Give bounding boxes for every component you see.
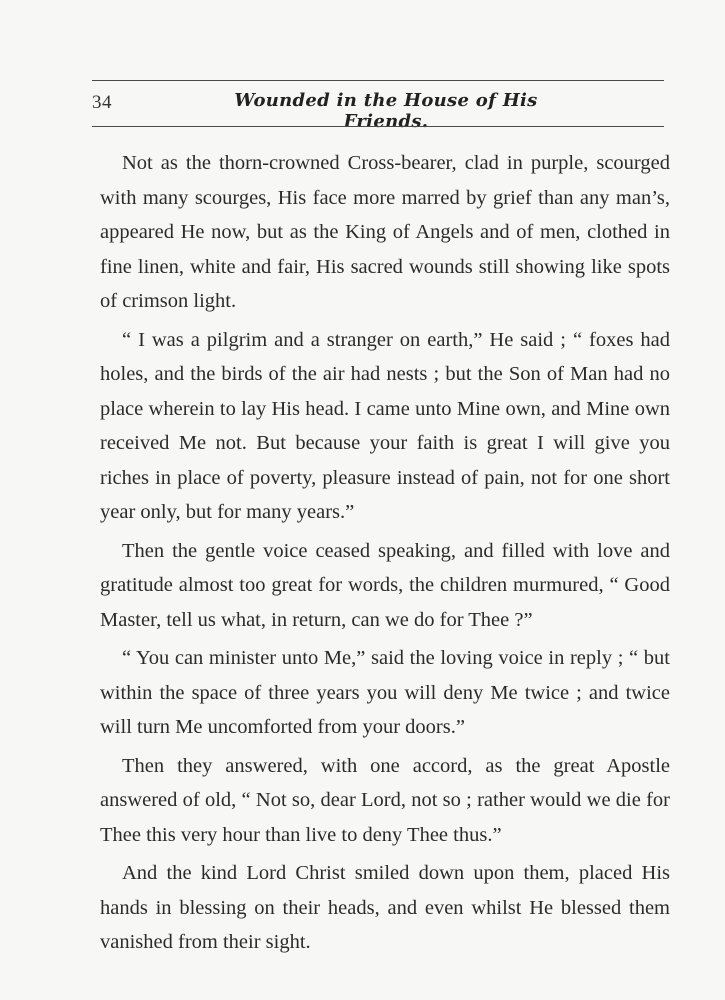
- paragraph-5: Then they answered, with one accord, as the great Apostle answered of old, “ Not so, dear Lord, not so ; rather would we die for Thee this very hour than live to deny Thee thus.”: [100, 754, 670, 846]
- paragraph-4: “ You can minister unto Me,” said the loving voice in reply ; “ but within the space of three years you will deny Me twice ; and twice will turn Me uncomforted from your doors.”: [100, 647, 670, 738]
- header-rule-top: [92, 80, 664, 81]
- page-number: 34: [92, 92, 112, 113]
- paragraph-3: Then the gentle voice ceased speaking, and filled with love and gratitude almost too great for words, the children murmured, “ Good Master, tell us what, in return, can we do for Thee ?”: [100, 539, 670, 631]
- paragraph-1: Not as the thorn-crowned Cross-bearer, clad in purple, scourged with many scourges, His face more marred by grief than any man’s, appeared He now, but as the King of Angels and of men, clothed in fine linen, white and fair, His sacred wounds still showing like spots of crimson light.: [100, 152, 670, 312]
- running-title: Wounded in the House of His Friends.: [234, 90, 538, 132]
- header-rule-bottom: [92, 126, 664, 127]
- paragraph-6: And the kind Lord Christ smiled down upon them, placed His hands in blessing on their heads, and even whilst He blessed them vanished from their sight.: [100, 862, 670, 953]
- paragraph-2: “ I was a pilgrim and a stranger on earth,” He said ; “ foxes had holes, and the birds of the air had nests ; but the Son of Man had no place wherein to lay His head. I came unto Mine own, and Mine own received Me not. But because your faith is great I will give you riches in place of poverty, pleasure instead of pain, not for one short year only, but for many years.”: [100, 328, 670, 523]
- body-text: [100, 146, 670, 964]
